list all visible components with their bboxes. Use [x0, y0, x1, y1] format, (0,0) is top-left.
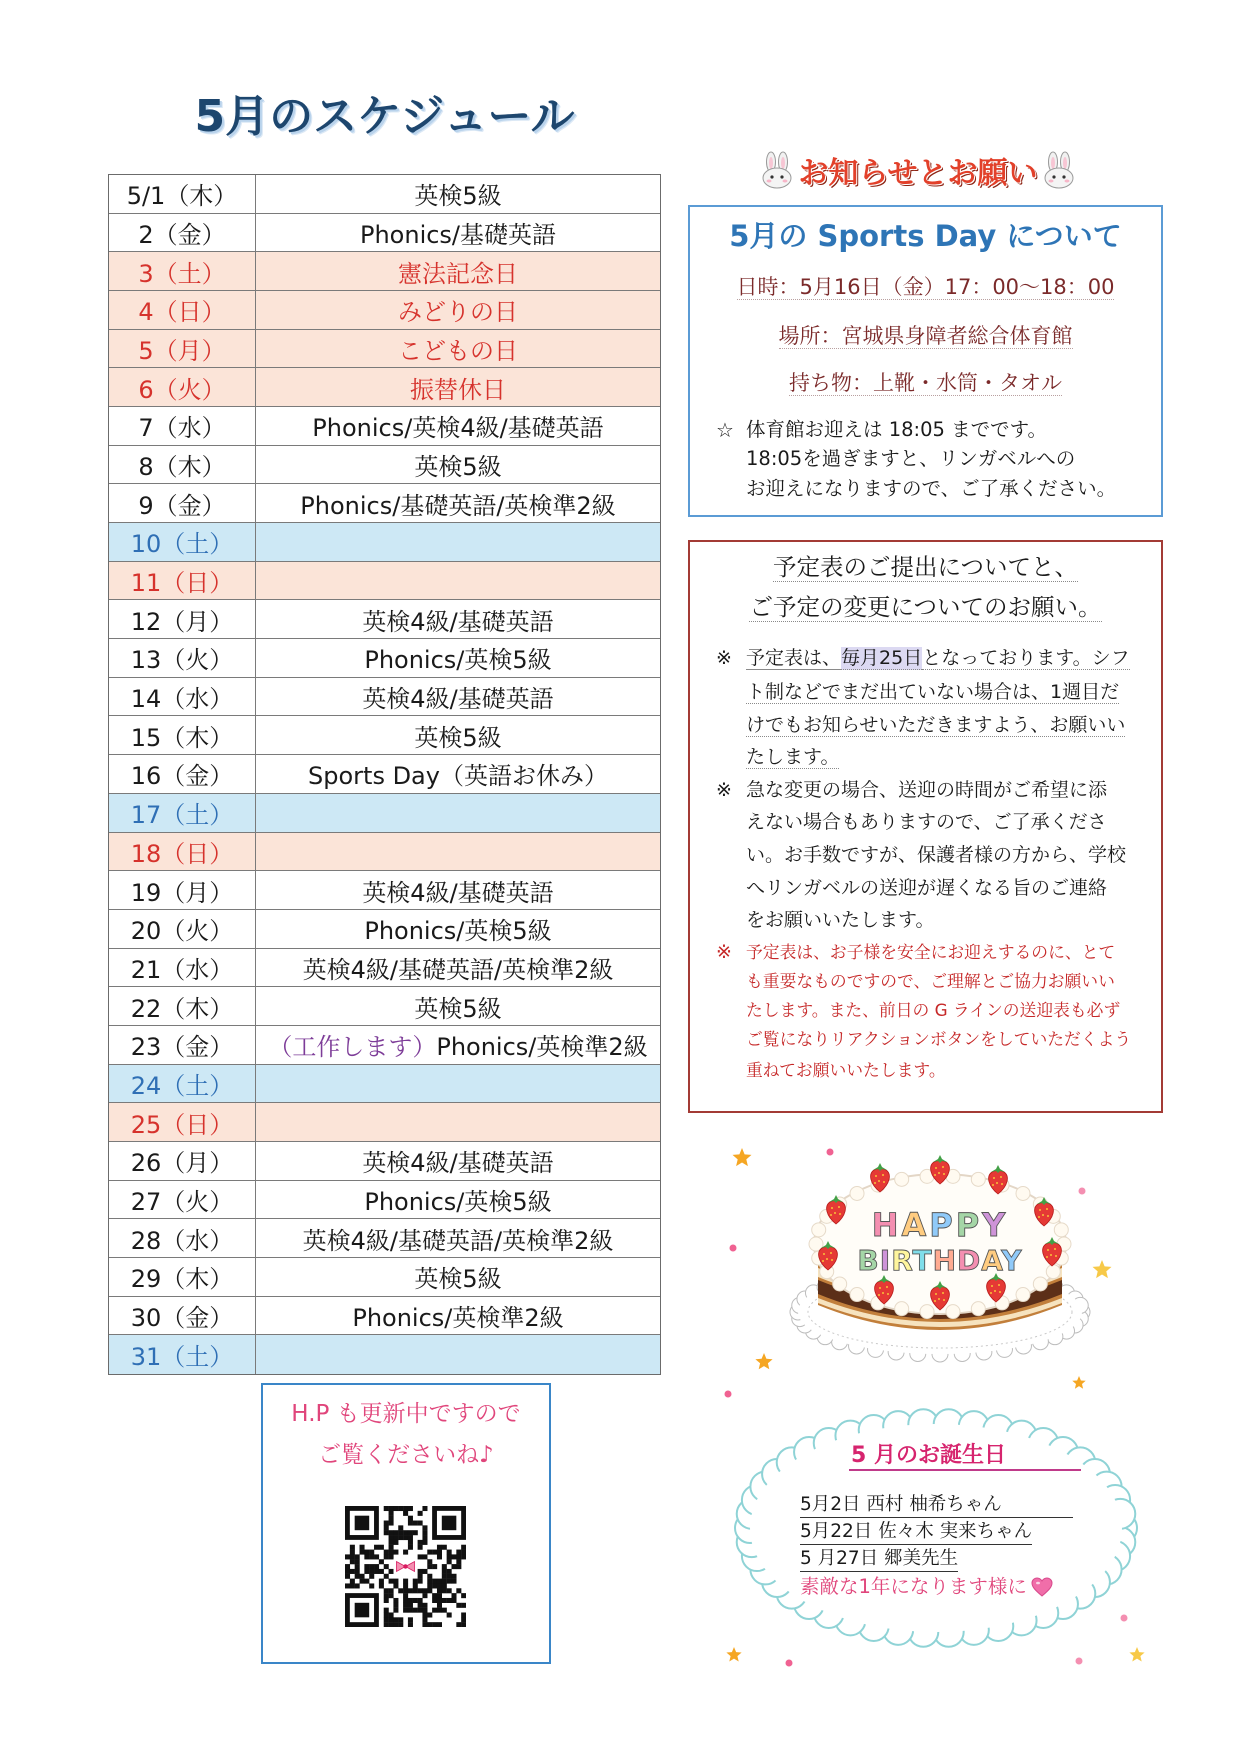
request-para1-line	[746, 677, 1119, 707]
schedule-event	[256, 833, 660, 871]
schedule-event-text: Phonics/英検4級/基礎英語	[312, 414, 604, 443]
schedule-date: 3（土）	[109, 252, 256, 290]
schedule-date: 24（土）	[109, 1065, 256, 1103]
schedule-event	[256, 484, 660, 522]
schedule-row	[109, 1297, 660, 1336]
schedule-event	[256, 1026, 660, 1064]
request-para1-line	[746, 710, 1125, 740]
schedule-event-text: Phonics/英検5級	[364, 1187, 552, 1216]
schedule-event	[256, 1258, 660, 1296]
sports-day-place	[690, 321, 1161, 351]
schedule-date: 15（木）	[109, 716, 256, 754]
rabbit-icon	[760, 151, 794, 189]
request-para2-line: えない場合もありますので、ご了承くださ	[746, 811, 1107, 833]
schedule-event	[256, 639, 660, 677]
schedule-row	[109, 755, 660, 794]
schedule-event-text: 英検5級	[414, 994, 502, 1023]
schedule-date: 2（金）	[109, 214, 256, 252]
schedule-row	[109, 910, 660, 949]
schedule-row	[109, 446, 660, 485]
request-box	[688, 540, 1163, 1113]
schedule-event	[256, 1065, 660, 1103]
schedule-event-text: 英検5級	[414, 182, 502, 211]
sports-day-box	[688, 205, 1163, 517]
schedule-event-text: 振替休日	[410, 375, 506, 404]
schedule-date: 5/1（木）	[109, 175, 256, 213]
schedule-row	[109, 523, 660, 562]
schedule-event	[256, 252, 660, 290]
note-mark: ※	[716, 941, 732, 963]
schedule-event	[256, 368, 660, 406]
schedule-event	[256, 562, 660, 600]
schedule-date: 16（金）	[109, 755, 256, 793]
schedule-event-text: Phonics/基礎英語/英検準2級	[300, 491, 616, 520]
schedule-date: 10（土）	[109, 523, 256, 561]
schedule-date: 14（水）	[109, 678, 256, 716]
sports-day-place-text: 場所：宮城県身障者総合体育館	[778, 324, 1073, 348]
schedule-row	[109, 562, 660, 601]
schedule-event	[256, 794, 660, 832]
schedule-event-text: Phonics/英検準2級	[436, 1033, 648, 1062]
page-title: 5月のスケジュール	[194, 91, 575, 142]
schedule-event-text: 英検5級	[414, 453, 502, 482]
schedule-event	[256, 214, 660, 252]
schedule-date: 7（水）	[109, 407, 256, 445]
notice-heading-text: お知らせとお願い	[798, 156, 1038, 191]
request-para2-line: へリンガベルの送迎が遅くなる旨のご連絡	[746, 877, 1108, 899]
sports-day-title: 5月の Sports Day について	[729, 219, 1122, 253]
para1-line-text: たします。	[746, 746, 840, 768]
para1-pre: 予定表は、	[746, 647, 842, 669]
schedule-date: 20（火）	[109, 910, 256, 948]
homepage-line: H.P も更新中ですので	[291, 1401, 521, 1427]
schedule-date: 27（火）	[109, 1181, 256, 1219]
schedule-date: 17（土）	[109, 794, 256, 832]
request-title-line: 予定表のご提出についてと、	[772, 553, 1079, 581]
schedule-date: 30（金）	[109, 1297, 256, 1335]
schedule-date: 4（日）	[109, 291, 256, 329]
cake-text-birthday: BIRTHDAY	[857, 1244, 1023, 1277]
birthday-entry	[800, 1518, 1032, 1545]
schedule-event	[256, 871, 660, 909]
schedule-event	[256, 755, 660, 793]
rabbit-icon	[1042, 151, 1076, 189]
schedule-date: 6（火）	[109, 368, 256, 406]
schedule-row	[109, 1142, 660, 1181]
schedule-row	[109, 987, 660, 1026]
schedule-row	[109, 1335, 660, 1374]
schedule-event	[256, 1103, 660, 1141]
qr-code[interactable]	[345, 1506, 466, 1627]
sports-day-note-line: 体育館お迎えは 18:05 までです。	[746, 418, 1048, 441]
schedule-row	[109, 1103, 660, 1142]
schedule-row	[109, 1219, 660, 1258]
schedule-row	[109, 794, 660, 833]
schedule-event-text: 英検4級/基礎英語/英検準2級	[302, 955, 614, 984]
birthday-title: 5 月のお誕生日	[849, 1441, 1081, 1471]
schedule-date: 31（土）	[109, 1335, 256, 1374]
schedule-row	[109, 1065, 660, 1104]
schedule-row	[109, 949, 660, 988]
schedule-date: 18（日）	[109, 833, 256, 871]
birthday-entry-text: 5 月27日 郷美先生	[800, 1547, 958, 1572]
request-para3-line: ご覧になりリアクションボタンをしていただくよう	[746, 1029, 1132, 1049]
schedule-event	[256, 987, 660, 1025]
homepage-box	[261, 1383, 551, 1664]
sports-day-datetime-text: 日時：5月16日（金）17：00～18：00	[736, 275, 1115, 299]
schedule-event-text: 英検5級	[414, 723, 502, 752]
note-mark: ※	[716, 647, 732, 669]
schedule-date: 12（月）	[109, 600, 256, 638]
schedule-date: 11（日）	[109, 562, 256, 600]
schedule-event-note: （工作します）	[268, 1033, 437, 1062]
schedule-event	[256, 330, 660, 368]
para1-highlight: 毎月25日	[841, 647, 923, 669]
schedule-event	[256, 446, 660, 484]
schedule-row	[109, 1258, 660, 1297]
schedule-row	[109, 407, 660, 446]
schedule-date: 19（月）	[109, 871, 256, 909]
schedule-event-text: Phonics/英検5級	[364, 917, 552, 946]
schedule-row	[109, 484, 660, 523]
request-para2-line: い。お手数ですが、保護者様の方から、学校	[746, 844, 1127, 866]
request-para3-line: も重要なものですので、ご理解とご協力お願いい	[746, 971, 1115, 991]
schedule-row	[109, 716, 660, 755]
schedule-date: 8（木）	[109, 446, 256, 484]
star-mark: ☆	[716, 418, 734, 442]
schedule-event	[256, 407, 660, 445]
schedule-row	[109, 1026, 660, 1065]
schedule-row	[109, 252, 660, 291]
schedule-event	[256, 1335, 660, 1374]
schedule-event-text: 英検4級/基礎英語	[362, 878, 554, 907]
request-para3-line: 重ねてお願いいたします。	[746, 1060, 946, 1080]
schedule-event-text: こどもの日	[398, 337, 518, 366]
schedule-date: 22（木）	[109, 987, 256, 1025]
schedule-row	[109, 291, 660, 330]
schedule-date: 29（木）	[109, 1258, 256, 1296]
birthday-entry	[800, 1545, 958, 1572]
sports-day-note-line: お迎えになりますので、ご了承ください。	[746, 477, 1117, 500]
schedule-date: 23（金）	[109, 1026, 256, 1064]
schedule-event	[256, 523, 660, 561]
birthday-entry-text: 5月2日 西村 柚希ちゃん	[800, 1493, 1073, 1518]
request-para1-line	[746, 742, 839, 772]
schedule-event-text: 英検4級/基礎英語	[362, 685, 554, 714]
request-para1-first	[746, 647, 1130, 670]
schedule-event-text: 英検5級	[414, 1265, 502, 1294]
schedule-row	[109, 368, 660, 407]
heart-icon	[1031, 1577, 1053, 1597]
schedule-event	[256, 1142, 660, 1180]
schedule-event-text: 英検4級/基礎英語/英検準2級	[302, 1226, 614, 1255]
schedule-row	[109, 639, 660, 678]
schedule-event	[256, 1219, 660, 1257]
sports-day-note-line: 18:05を過ぎますと、リンガベルへの	[746, 447, 1076, 470]
schedule-date: 13（火）	[109, 639, 256, 677]
schedule-event	[256, 678, 660, 716]
schedule-event	[256, 949, 660, 987]
request-title	[690, 591, 1161, 623]
schedule-table	[108, 174, 661, 1375]
para1-line-text: ト制などでまだ出ていない場合は、1週目だ	[746, 681, 1120, 703]
schedule-event-text: 憲法記念日	[398, 259, 518, 288]
schedule-event-text: みどりの日	[398, 298, 518, 327]
schedule-date: 9（金）	[109, 484, 256, 522]
birthday-message-text: 素敵な1年になります様に	[800, 1575, 1027, 1598]
para1-post: となっております。シフ	[922, 647, 1130, 669]
schedule-row	[109, 678, 660, 717]
schedule-row	[109, 871, 660, 910]
schedule-event-text: Sports Day（英語お休み）	[308, 762, 608, 791]
schedule-date: 26（月）	[109, 1142, 256, 1180]
request-title-line: ご予定の変更についてのお願い。	[749, 593, 1102, 621]
schedule-event-text: Phonics/英検5級	[364, 646, 552, 675]
birthday-message	[800, 1573, 1053, 1601]
schedule-event	[256, 175, 660, 213]
para1-line-text: けでもお知らせいただきますよう、お願いい	[746, 714, 1126, 736]
request-para2-line: 急な変更の場合、送迎の時間がご希望に添	[746, 779, 1108, 801]
sports-day-items-text: 持ち物：上靴・水筒・タオル	[789, 371, 1062, 395]
sports-day-items	[690, 368, 1161, 398]
schedule-event	[256, 1181, 660, 1219]
schedule-date: 28（水）	[109, 1219, 256, 1257]
schedule-row	[109, 833, 660, 872]
notice-heading	[748, 148, 1088, 192]
request-para3-line: 予定表は、お子様を安全にお迎えするのに、とて	[746, 942, 1116, 962]
birthday-cake-illustration	[780, 1140, 1100, 1370]
schedule-event	[256, 716, 660, 754]
schedule-event	[256, 1297, 660, 1335]
schedule-row	[109, 175, 660, 214]
schedule-event	[256, 910, 660, 948]
schedule-event	[256, 291, 660, 329]
note-mark: ※	[716, 779, 732, 801]
sports-day-datetime	[690, 272, 1161, 302]
schedule-event	[256, 600, 660, 638]
cake-text-happy: HAPPY	[871, 1206, 1009, 1244]
schedule-row	[109, 214, 660, 253]
schedule-date: 25（日）	[109, 1103, 256, 1141]
schedule-date: 21（水）	[109, 949, 256, 987]
schedule-row	[109, 600, 660, 639]
schedule-date: 5（月）	[109, 330, 256, 368]
birthday-entry-text: 5月22日 佐々木 実来ちゃん	[800, 1520, 1032, 1545]
schedule-event-text: 英検4級/基礎英語	[362, 607, 554, 636]
request-para2-line: をお願いいたします。	[746, 909, 935, 931]
schedule-row	[109, 330, 660, 369]
schedule-event-text: Phonics/基礎英語	[359, 221, 557, 249]
homepage-line: ご覧くださいね♪	[318, 1442, 494, 1468]
request-title	[690, 551, 1161, 583]
schedule-event-text: 英検4級/基礎英語	[362, 1149, 554, 1178]
request-para1-line	[746, 643, 1130, 673]
ribbon-icon	[394, 1559, 418, 1575]
schedule-row	[109, 1181, 660, 1220]
birthday-entry	[800, 1491, 1073, 1518]
schedule-event-text: Phonics/英検準2級	[352, 1303, 564, 1332]
request-para3-line: たします。また、前日の G ラインの送迎表も必ず	[746, 1000, 1121, 1020]
